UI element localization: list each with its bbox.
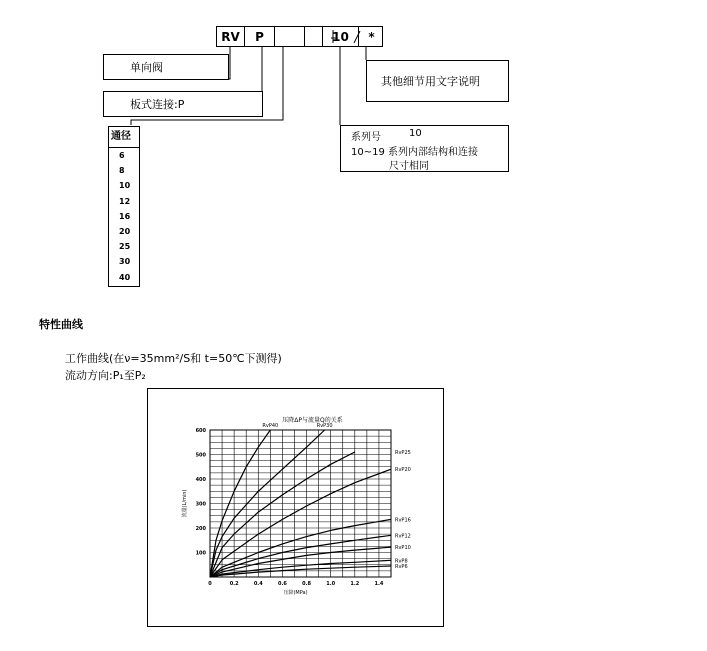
x-tick-label: 0.2	[229, 581, 239, 587]
x-tick-label: 0.8	[302, 581, 311, 587]
diameter-row: 30	[119, 257, 131, 267]
y-tick-label: 200	[195, 526, 206, 532]
work-note-2: 流动方向:P₁至P₂	[65, 369, 146, 382]
x-tick-label: 0.6	[277, 581, 287, 587]
series-value: 10	[409, 128, 422, 139]
code-other-text: *	[368, 29, 375, 44]
section-title: 特性曲线	[39, 318, 83, 331]
mounting-label: 板式连接:P	[103, 91, 263, 117]
y-axis-label: 流量(L/min)	[182, 489, 188, 518]
series-label: RvP40	[262, 423, 279, 429]
series-label: RvP12	[395, 533, 411, 540]
diameter-row: 12	[119, 196, 131, 206]
x-axis-label: 压降(MPa)	[283, 590, 308, 596]
code-series-text: 10	[332, 29, 349, 44]
series-label: RvP20	[395, 467, 411, 474]
y-tick-label: 100	[195, 550, 206, 557]
chart-svg	[148, 389, 443, 626]
diameter-row: 6	[119, 151, 125, 160]
series-label: RvP6	[395, 563, 408, 570]
x-tick-label: 0	[208, 581, 212, 587]
series-label: RvP10	[395, 545, 411, 552]
series-label: RvP8	[395, 558, 408, 565]
series-title: 系列号	[351, 132, 381, 143]
diameter-row: 20	[119, 226, 131, 236]
code-type-text: RV	[221, 29, 240, 44]
series-box	[340, 125, 509, 172]
valve-type-label: 单向阀	[103, 54, 229, 80]
diameter-row: 8	[119, 166, 125, 176]
x-tick-label: 1.2	[350, 581, 360, 587]
y-tick-label: 500	[195, 452, 206, 459]
series-note-1: 10~19 系列内部结构和连接	[351, 147, 479, 158]
diameter-row: 25	[119, 242, 131, 252]
y-tick-label: 600	[195, 428, 206, 434]
x-tick-label: 1.0	[326, 581, 336, 587]
diameter-row: 16	[119, 211, 131, 221]
series-label: RvP30	[316, 423, 333, 429]
series-line	[210, 566, 391, 577]
diameter-row: 10	[119, 181, 131, 191]
diameter-header: 通径	[109, 127, 139, 148]
work-note-1: 工作曲线(在ν=35mm²/S和 t=50℃下测得)	[65, 352, 282, 365]
diameter-row: 40	[119, 272, 131, 282]
y-tick-label: 400	[195, 477, 206, 483]
series-label: RvP16	[395, 517, 411, 524]
chart-frame	[147, 388, 444, 627]
diameter-table	[108, 126, 140, 287]
series-note-2: 尺寸相同	[389, 161, 429, 172]
chart-title: 压降ΔP与流量Q的关系	[282, 417, 343, 424]
other-details-label: 其他细节用文字说明	[366, 60, 509, 102]
y-tick-label: 300	[195, 501, 206, 508]
x-tick-label: 1.4	[374, 581, 384, 587]
x-tick-label: 0.4	[253, 581, 263, 587]
code-mounting-text: P	[255, 29, 264, 44]
series-label: RvP25	[395, 450, 411, 457]
